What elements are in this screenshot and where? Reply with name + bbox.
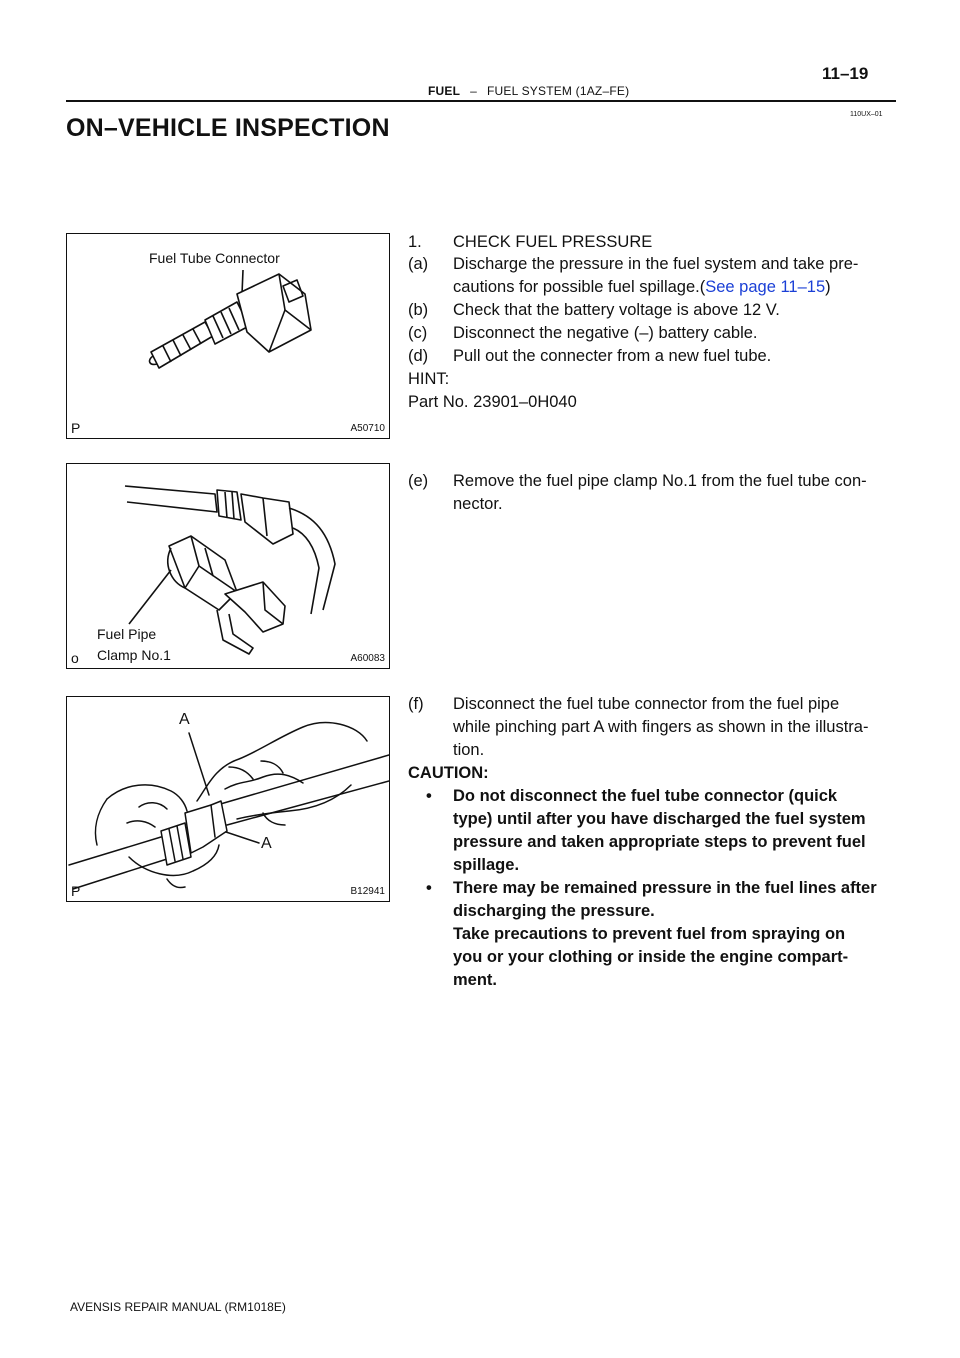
step-f-label: (f) bbox=[408, 695, 424, 713]
header-rule bbox=[66, 100, 896, 102]
caution-2-text5: ment. bbox=[453, 971, 498, 989]
hint-label: HINT: bbox=[408, 370, 450, 388]
caution-1-text2: type) until after you have discharged the fuel system bbox=[453, 810, 866, 828]
doc-code: 110UX–01 bbox=[850, 111, 883, 118]
figure-code: A50710 bbox=[350, 423, 385, 434]
figure-code: A60083 bbox=[350, 653, 385, 664]
bullet-icon: • bbox=[426, 879, 432, 897]
step-f-text3: tion. bbox=[453, 741, 485, 759]
step-b-text: Check that the battery voltage is above 12 V. bbox=[453, 301, 780, 319]
label-part-a-top: A bbox=[179, 711, 190, 728]
step-a-label: (a) bbox=[408, 255, 429, 273]
step-f-text: Disconnect the fuel tube connector from the fuel pipe bbox=[453, 695, 840, 713]
step-d-label: (d) bbox=[408, 347, 429, 365]
header-separator: – bbox=[470, 84, 478, 98]
label-clamp-no1: Clamp No.1 bbox=[97, 647, 171, 663]
caution-1-text4: spillage. bbox=[453, 856, 520, 874]
step-e-label: (e) bbox=[408, 472, 429, 490]
caution-2-text2: discharging the pressure. bbox=[453, 902, 655, 920]
header-section: FUEL bbox=[428, 84, 461, 98]
bullet-icon: • bbox=[426, 787, 432, 805]
see-page-link[interactable]: See page 11–15 bbox=[705, 278, 826, 296]
hands-illustration bbox=[67, 697, 389, 901]
label-fuel-tube-connector: Fuel Tube Connector bbox=[149, 250, 280, 266]
caution-2-text: There may be remained pressure in the fuel lines after bbox=[453, 879, 877, 897]
caution-1-text: Do not disconnect the fuel tube connector (quick bbox=[453, 787, 838, 805]
step-a-text2: cautions for possible fuel spillage.( bbox=[453, 278, 706, 296]
figure-fuel-tube-connector bbox=[66, 233, 390, 439]
page-footer: AVENSIS REPAIR MANUAL (RM1018E) bbox=[70, 1300, 286, 1314]
figure-mark: P bbox=[71, 883, 81, 899]
label-part-a-bottom: A bbox=[261, 835, 272, 852]
step-number: 1. bbox=[408, 233, 422, 251]
step-c-text: Disconnect the negative (–) battery cable. bbox=[453, 324, 758, 342]
running-header bbox=[428, 84, 629, 98]
figure-mark: P bbox=[71, 420, 81, 436]
figure-mark: o bbox=[71, 650, 79, 666]
figure-fuel-pipe-clamp bbox=[66, 463, 390, 669]
step-a-text: Discharge the pressure in the fuel system and take pre- bbox=[453, 255, 859, 273]
step-d-text: Pull out the connecter from a new fuel tube. bbox=[453, 347, 772, 365]
figure-disconnect-connector bbox=[66, 696, 390, 902]
label-fuel-pipe: Fuel Pipe bbox=[97, 626, 157, 642]
page-number: 11–19 bbox=[822, 64, 869, 83]
step-b-label: (b) bbox=[408, 301, 429, 319]
page-title: ON–VEHICLE INSPECTION bbox=[66, 114, 390, 142]
header-subsection: FUEL SYSTEM (1AZ–FE) bbox=[487, 84, 630, 98]
step-f-text2: while pinching part A with fingers as shown in the illustra- bbox=[453, 718, 869, 736]
step-e-text: Remove the fuel pipe clamp No.1 from the fuel tube con- bbox=[453, 472, 867, 490]
hint-text: Part No. 23901–0H040 bbox=[408, 393, 577, 411]
figure-code: B12941 bbox=[350, 886, 385, 897]
step-c-label: (c) bbox=[408, 324, 428, 342]
step-heading-text: CHECK FUEL PRESSURE bbox=[453, 233, 653, 251]
caution-2-text4: you or your clothing or inside the engine compart- bbox=[453, 948, 849, 966]
caution-label: CAUTION: bbox=[408, 764, 489, 782]
caution-2-text3: Take precautions to prevent fuel from spraying on bbox=[453, 925, 846, 943]
caution-1-text3: pressure and taken appropriate steps to prevent fuel bbox=[453, 833, 866, 851]
step-e-text2: nector. bbox=[453, 495, 503, 513]
step-a-text3: ) bbox=[825, 278, 831, 296]
